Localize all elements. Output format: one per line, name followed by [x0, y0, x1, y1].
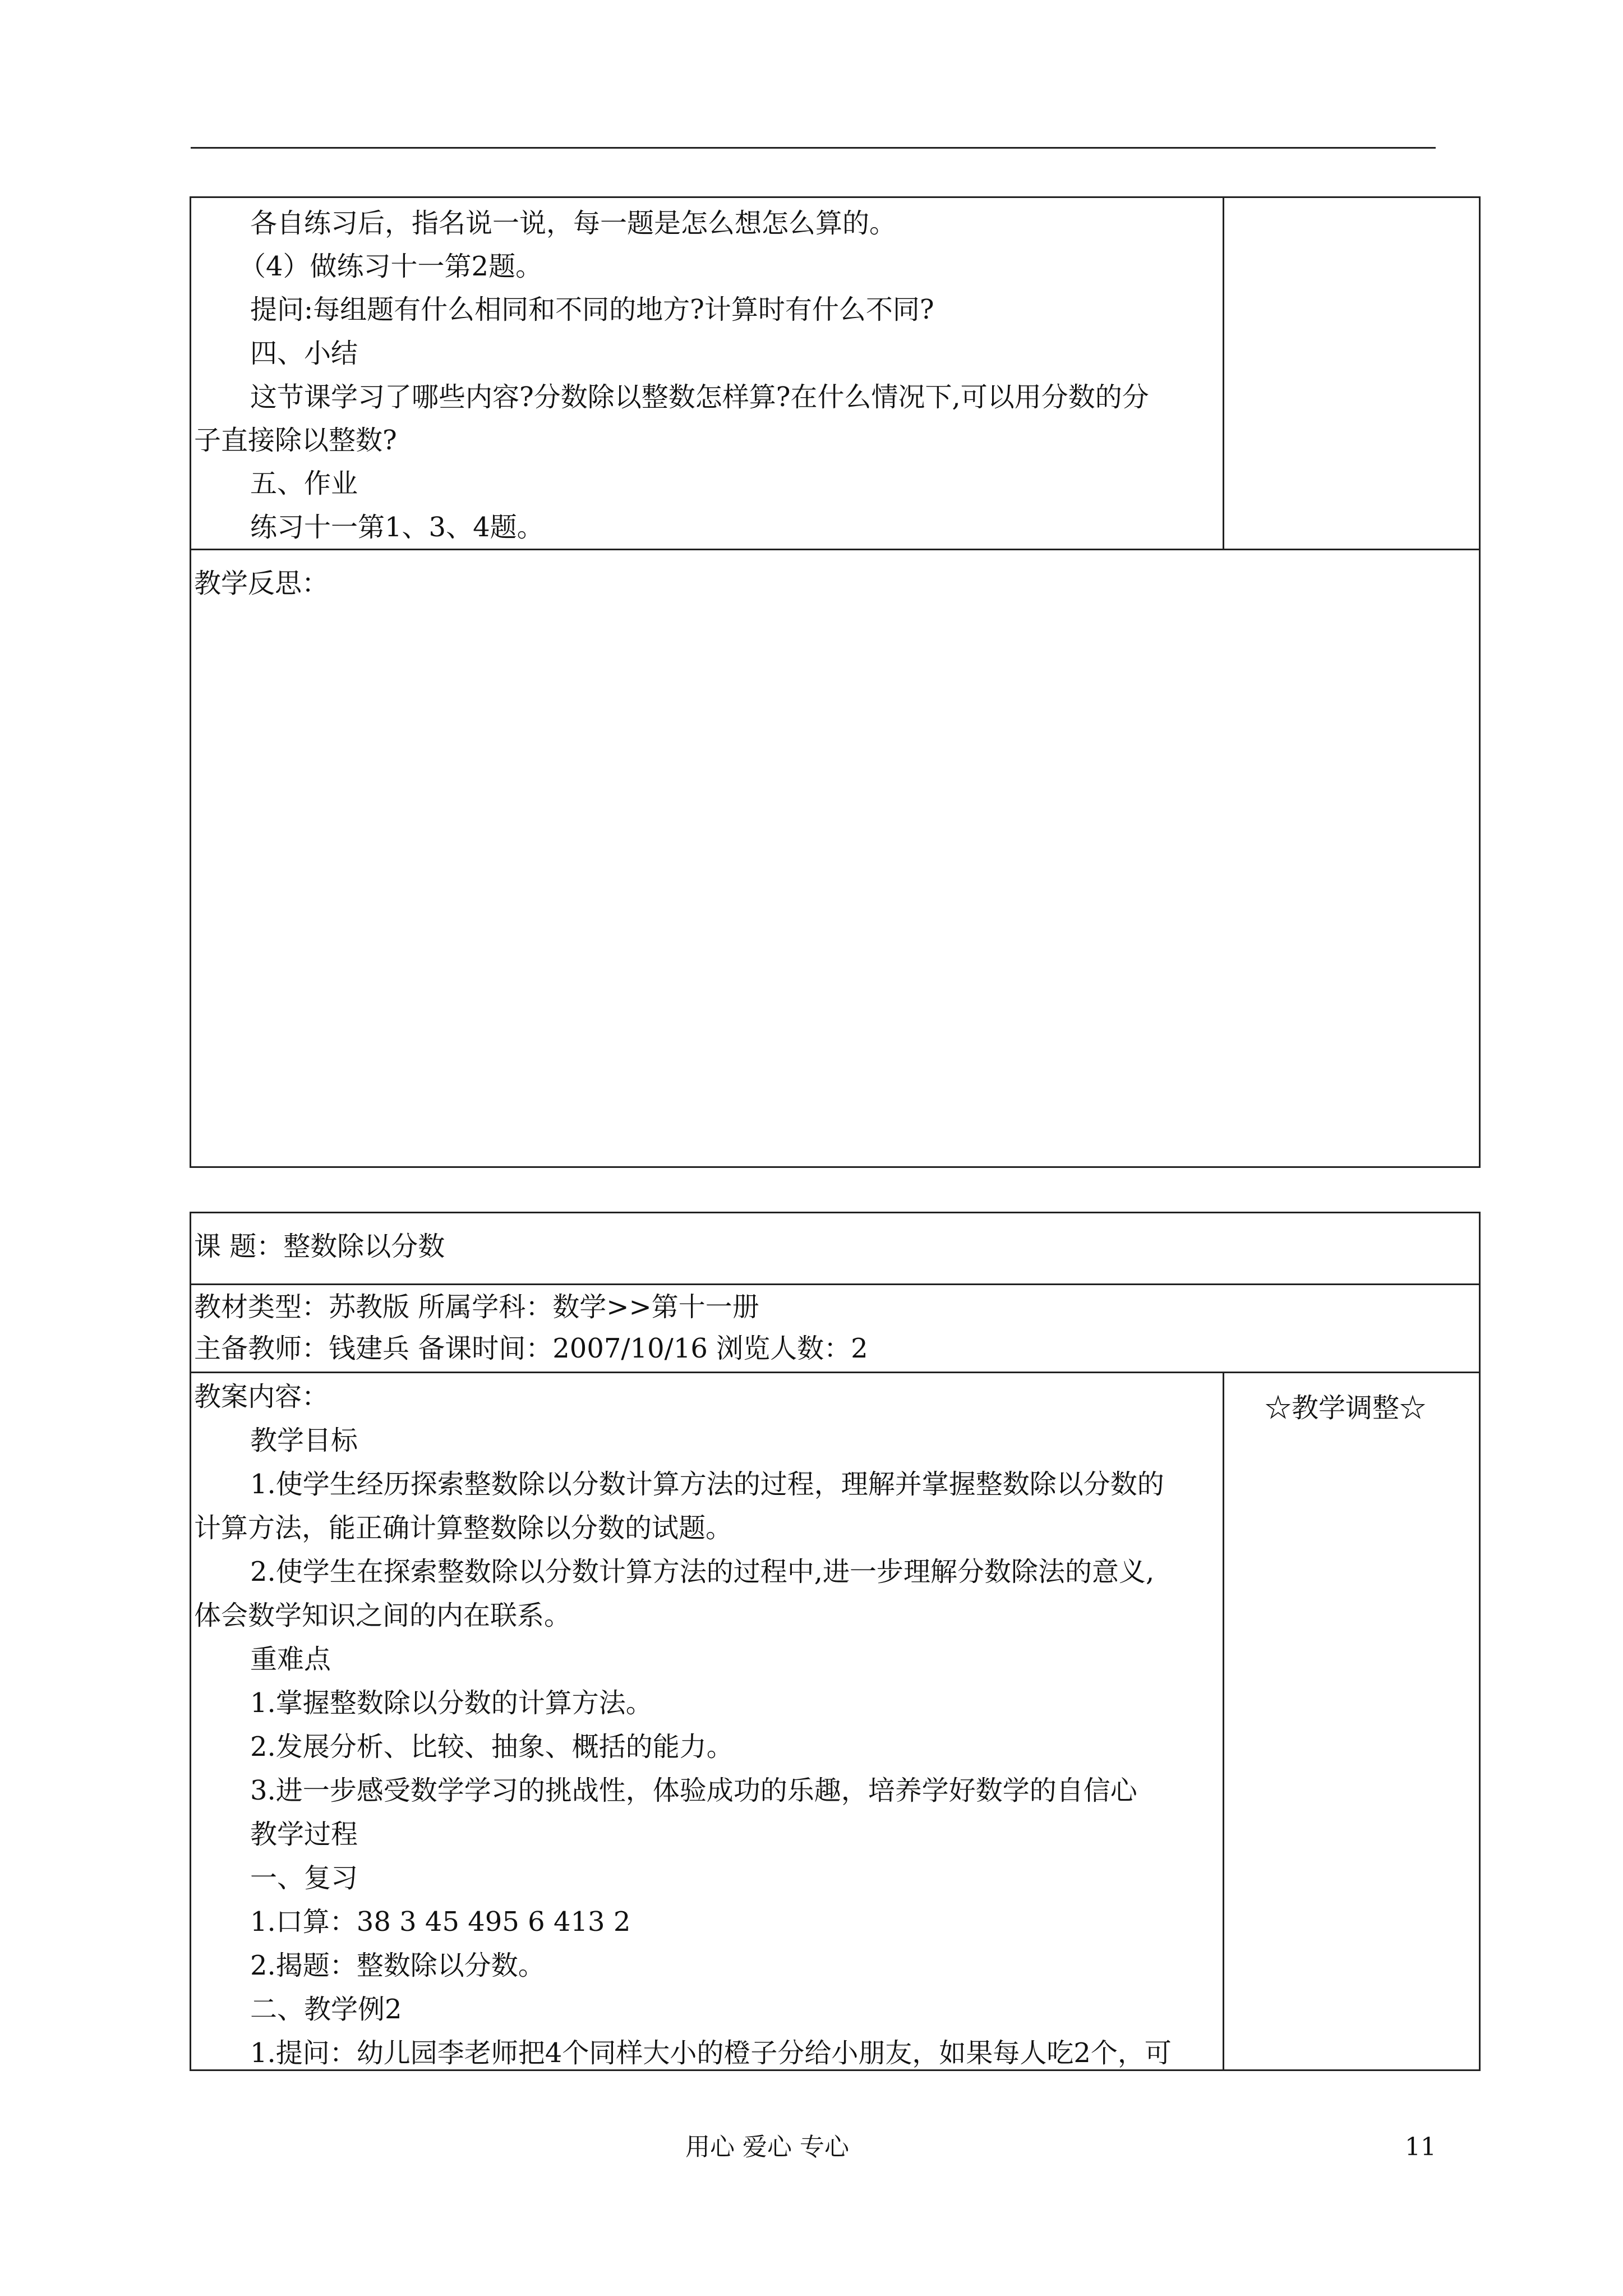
table1-row-divider	[190, 549, 1481, 550]
table1-column-divider	[1223, 196, 1224, 550]
content-line: 教学目标	[250, 1425, 358, 1456]
content-line: 1.掌握整数除以分数的计算方法。	[250, 1687, 653, 1719]
content-line: 五、作业	[250, 468, 358, 499]
content-line: 2.揭题：整数除以分数。	[250, 1950, 545, 1981]
content-line: 四、小结	[250, 338, 358, 369]
content-line: 一、复习	[250, 1862, 358, 1894]
content-line: 2.使学生在探索整数除以分数计算方法的过程中,进一步理解分数除法的意义,	[250, 1556, 1155, 1588]
content-line: 教学过程	[250, 1819, 358, 1850]
content-line: 体会数学知识之间的内在联系。	[194, 1600, 571, 1631]
table2-topic-divider	[190, 1283, 1481, 1285]
content-line: 二、教学例2	[250, 1994, 402, 2025]
adjust-label: ☆教学调整☆	[1265, 1392, 1427, 1424]
content-label: 教案内容：	[194, 1381, 329, 1412]
content-line: （4）做练习十一第2题。	[239, 251, 543, 282]
header-rule	[191, 147, 1436, 149]
content-line: 提问:每组题有什么相同和不同的地方?计算时有什么不同?	[250, 294, 934, 325]
content-line: 这节课学习了哪些内容?分数除以整数怎样算?在什么情况下,可以用分数的分	[250, 381, 1149, 413]
table2-meta-divider	[190, 1372, 1481, 1373]
footer-slogan: 用心 爱心 专心	[685, 2133, 849, 2161]
content-line: 1.提问：幼儿园李老师把4个同样大小的橙子分给小朋友，如果每人吃2个，可	[250, 2037, 1172, 2069]
table2-column-divider	[1223, 1372, 1224, 2071]
content-line: 重难点	[250, 1644, 331, 1675]
content-line: 1.口算：38 3 45 495 6 413 2	[250, 1906, 631, 1938]
content-line: 各自练习后，指名说一说，每一题是怎么想怎么算的。	[250, 208, 897, 239]
content-line: 1.使学生经历探索整数除以分数计算方法的过程，理解并掌握整数除以分数的	[250, 1469, 1164, 1500]
lesson-meta-1: 教材类型：苏教版 所属学科：数学>>第十一册	[194, 1291, 759, 1323]
content-line: 子直接除以整数?	[194, 425, 397, 456]
reflection-label: 教学反思：	[194, 568, 329, 599]
content-line: 2.发展分析、比较、抽象、概括的能力。	[250, 1731, 734, 1763]
content-line: 练习十一第1、3、4题。	[250, 512, 544, 543]
lesson-table-1	[190, 196, 1481, 1168]
lesson-meta-2: 主备教师：钱建兵 备课时间：2007/10/16 浏览人数：2	[194, 1333, 868, 1364]
lesson-topic: 课 题：整数除以分数	[194, 1231, 445, 1262]
content-line: 3.进一步感受数学学习的挑战性，体验成功的乐趣，培养学好数学的自信心	[250, 1775, 1137, 1806]
page-number: 11	[1405, 2133, 1436, 2161]
content-line: 计算方法，能正确计算整数除以分数的试题。	[194, 1512, 733, 1544]
